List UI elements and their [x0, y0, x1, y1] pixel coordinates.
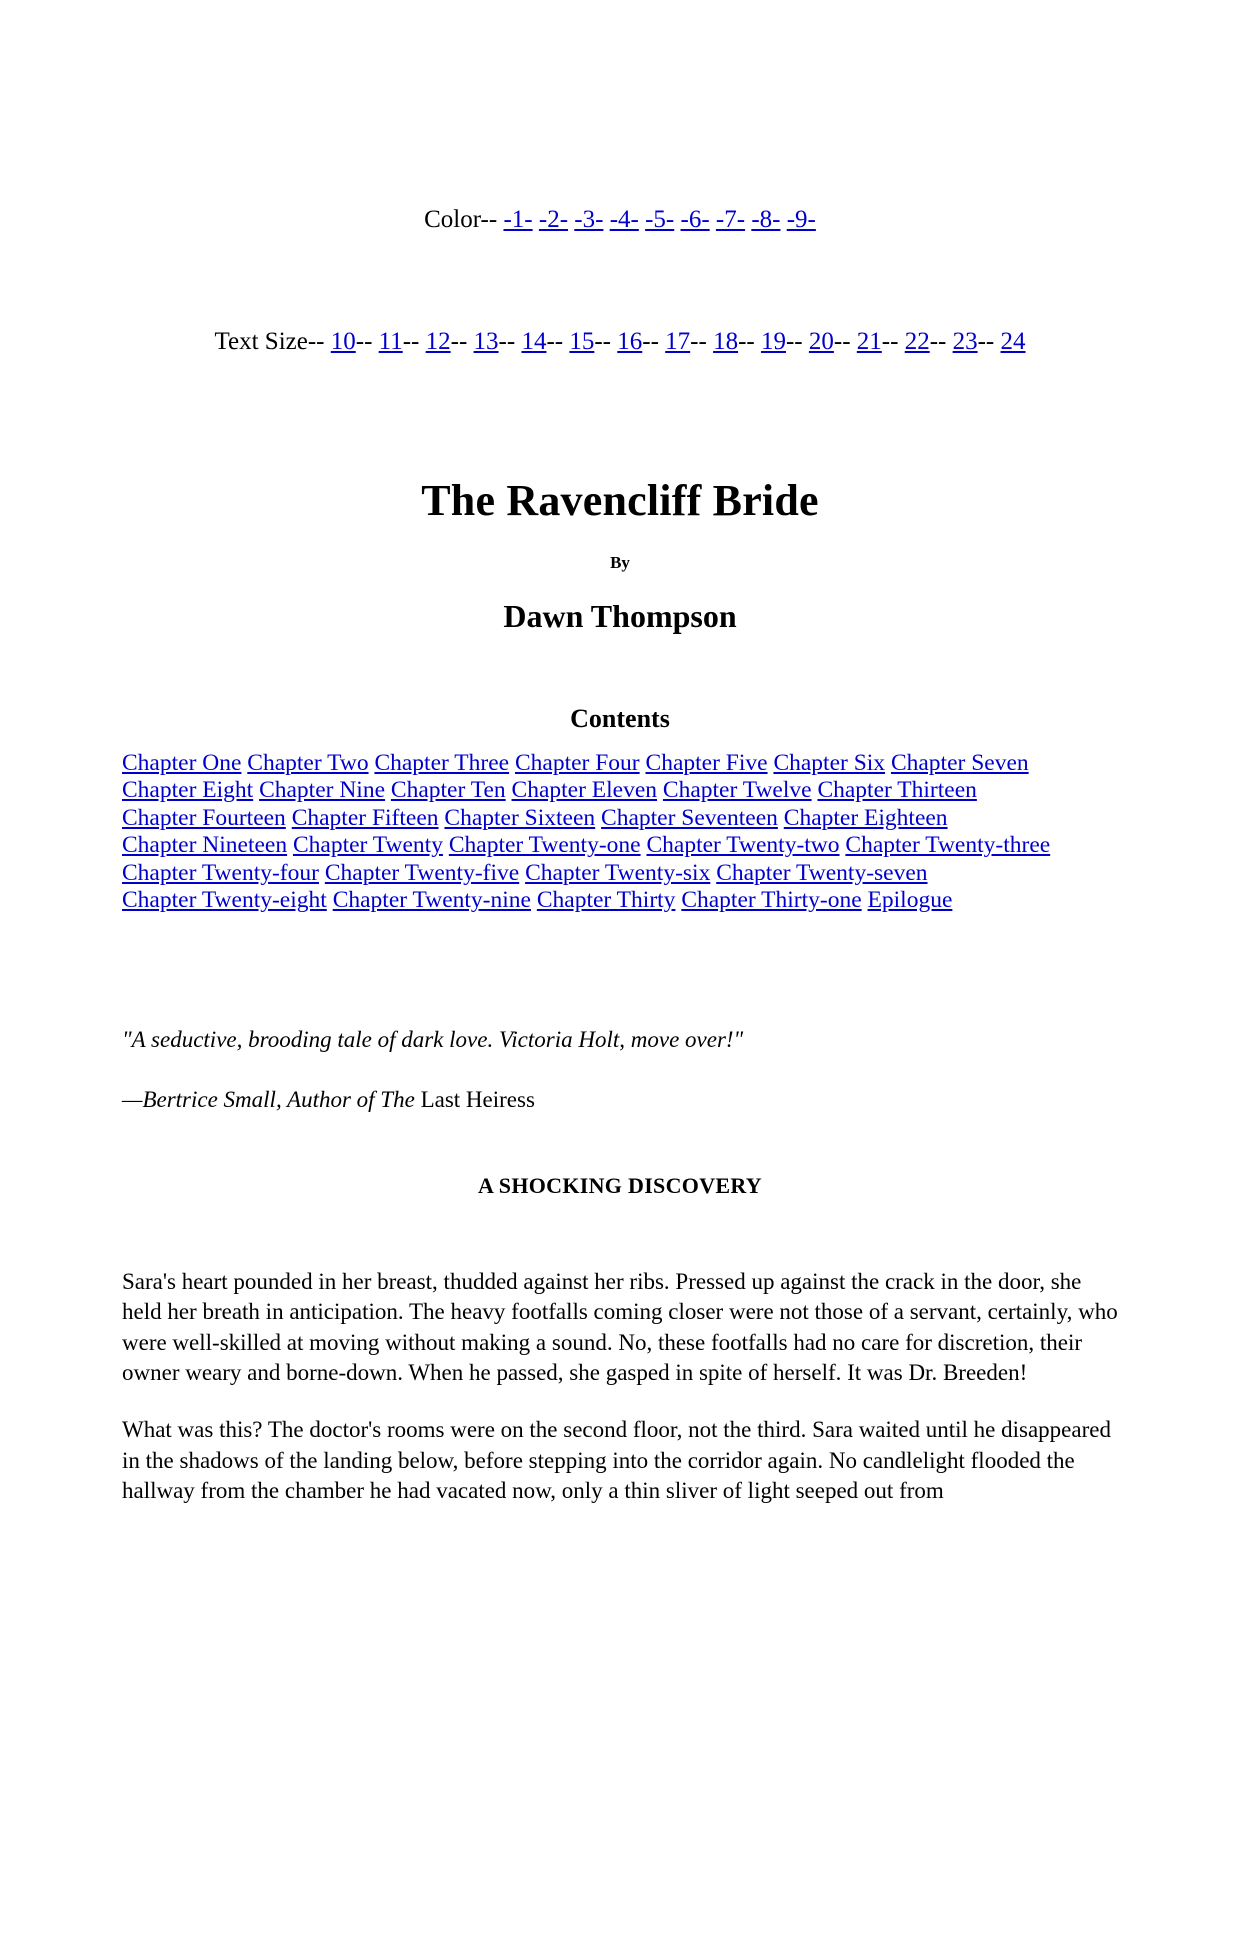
toc-link[interactable]: Chapter Twenty-nine	[332, 887, 531, 914]
color-option-7[interactable]: -7-	[715, 206, 746, 233]
excerpt-paragraph-2: What was this? The doctor's rooms were on the second floor, not the third. Sara waited until he disappeared in the shadows of the landing below, before stepping into the corridor again. No candlelight flooded the hallway from the chamber he had vacated now, only a thin sliver of light seeped out from	[122, 1417, 1111, 1504]
toc-link[interactable]: Chapter Twenty-four	[122, 859, 319, 886]
toc-link[interactable]: Chapter Twenty-two	[646, 832, 840, 859]
text-size-option-11[interactable]: 11	[378, 328, 403, 355]
excerpt-heading: A SHOCKING DISCOVERY	[478, 1172, 762, 1198]
text-size-option-14[interactable]: 14	[521, 328, 547, 355]
text-size-option-23[interactable]: 23	[952, 328, 978, 355]
toc-link[interactable]: Chapter Ten	[390, 777, 506, 804]
color-links	[497, 206, 816, 233]
color-option-5[interactable]: -5-	[645, 206, 675, 233]
toc-link[interactable]: Chapter Eight	[122, 777, 254, 804]
praise-attribution-italic: —Bertrice Small, Author of The	[122, 1086, 415, 1112]
toc-link[interactable]: Chapter One	[122, 750, 242, 776]
text-size-separator: --	[498, 328, 516, 355]
praise-quote: "A seductive, brooding tale of dark love. Victoria Holt, move over!"	[122, 1026, 744, 1052]
color-control-row	[0, 205, 1240, 235]
toc-link[interactable]: Chapter Two	[247, 750, 369, 776]
book-title: The Ravencliff Bride	[421, 476, 819, 525]
toc-link[interactable]: Chapter Twenty-six	[525, 859, 711, 886]
text-size-option-22[interactable]: 22	[904, 328, 930, 355]
praise-attribution-roman: Last Heiress	[414, 1086, 535, 1112]
toc-link[interactable]: Chapter Fourteen	[122, 804, 286, 831]
toc-link[interactable]: Chapter Twenty-seven	[716, 859, 928, 886]
text-size-separator: --	[833, 328, 851, 355]
toc-link[interactable]: Chapter Thirty	[536, 887, 676, 914]
toc-link[interactable]: Chapter Seventeen	[601, 804, 778, 831]
color-option-1[interactable]: -1-	[503, 206, 533, 233]
text-size-option-24[interactable]: 24	[1000, 328, 1026, 355]
excerpt-paragraph-1: Sara's heart pounded in her breast, thudded against her ribs. Pressed up against the crack in the door, she held her breath in anticipation. The heavy footfalls coming closer were not those of a servant, certainly, who were well-skilled at moving without making a sound. No, these footfalls had no care for discretion, their owner weary and borne-down. When he passed, she gasped in spite of herself. It was Dr. Breeden!	[122, 1268, 1118, 1386]
contents-heading: Contents	[570, 704, 670, 733]
text-size-separator: --	[929, 328, 947, 355]
text-size-separator: --	[450, 328, 468, 355]
toc-link[interactable]: Chapter Eighteen	[783, 804, 948, 831]
toc-link[interactable]: Chapter Sixteen	[444, 804, 596, 831]
text-size-separator: --	[355, 328, 373, 355]
text-size-label: Text Size--	[214, 328, 325, 355]
text-size-separator: --	[977, 328, 995, 355]
text-size-separator: --	[738, 328, 755, 355]
by-label: By	[610, 553, 630, 572]
book-author: Dawn Thompson	[503, 598, 737, 634]
toc-link[interactable]: Chapter Twenty-one	[448, 832, 641, 859]
toc-link[interactable]: Chapter Nineteen	[122, 832, 288, 859]
text-size-separator: --	[785, 328, 803, 355]
text-size-option-13[interactable]: 13	[473, 328, 499, 355]
text-size-separator: --	[594, 328, 612, 355]
text-size-separator: --	[881, 328, 899, 355]
toc-link[interactable]: Chapter Seven	[890, 750, 1029, 776]
toc-link[interactable]: Chapter Twenty	[292, 832, 443, 859]
praise-attribution	[122, 1085, 1118, 1115]
toc-link[interactable]: Chapter Nine	[259, 777, 386, 804]
text-size-separator: --	[690, 328, 707, 355]
text-size-separator: --	[546, 328, 564, 355]
text-size-links	[325, 328, 1026, 355]
text-size-option-10[interactable]: 10	[330, 328, 356, 355]
toc-link[interactable]: Chapter Twenty-eight	[122, 887, 327, 914]
toc-link[interactable]: Chapter Twelve	[662, 777, 812, 804]
toc-link[interactable]: Chapter Five	[645, 750, 768, 776]
toc-link[interactable]: Chapter Six	[773, 750, 886, 776]
toc-link[interactable]: Chapter Three	[374, 750, 510, 776]
color-option-9[interactable]: -9-	[786, 206, 816, 233]
text-size-option-20[interactable]: 20	[808, 328, 834, 355]
toc-link[interactable]: Chapter Eleven	[511, 777, 658, 804]
document-page	[0, 205, 1240, 1960]
toc-link[interactable]: Chapter Twenty-three	[845, 832, 1051, 859]
table-of-contents	[122, 750, 1118, 915]
text-size-control-row	[0, 327, 1240, 357]
toc-link[interactable]: Chapter Four	[514, 750, 640, 776]
toc-link[interactable]: Epilogue	[867, 887, 953, 914]
toc-link[interactable]: Chapter Thirty-one	[681, 887, 862, 914]
toc-link[interactable]: Chapter Twenty-five	[324, 859, 520, 886]
text-size-option-12[interactable]: 12	[425, 328, 451, 355]
text-size-separator: --	[402, 328, 420, 355]
color-label: Color--	[424, 206, 498, 233]
color-option-8[interactable]: -8-	[751, 206, 781, 233]
text-size-option-21[interactable]: 21	[856, 328, 882, 355]
text-size-option-19[interactable]: 19	[760, 328, 786, 355]
text-size-option-18[interactable]: 18	[713, 328, 739, 355]
color-option-3[interactable]: -3-	[574, 206, 604, 233]
text-size-option-16[interactable]: 16	[617, 328, 643, 355]
text-size-option-15[interactable]: 15	[569, 328, 595, 355]
text-size-option-17[interactable]: 17	[665, 328, 691, 355]
toc-link[interactable]: Chapter Thirteen	[817, 777, 977, 804]
toc-link[interactable]: Chapter Fifteen	[291, 804, 439, 831]
color-option-2[interactable]: -2-	[538, 206, 569, 233]
text-size-separator: --	[642, 328, 659, 355]
color-option-6[interactable]: -6-	[680, 206, 710, 233]
color-option-4[interactable]: -4-	[609, 206, 639, 233]
